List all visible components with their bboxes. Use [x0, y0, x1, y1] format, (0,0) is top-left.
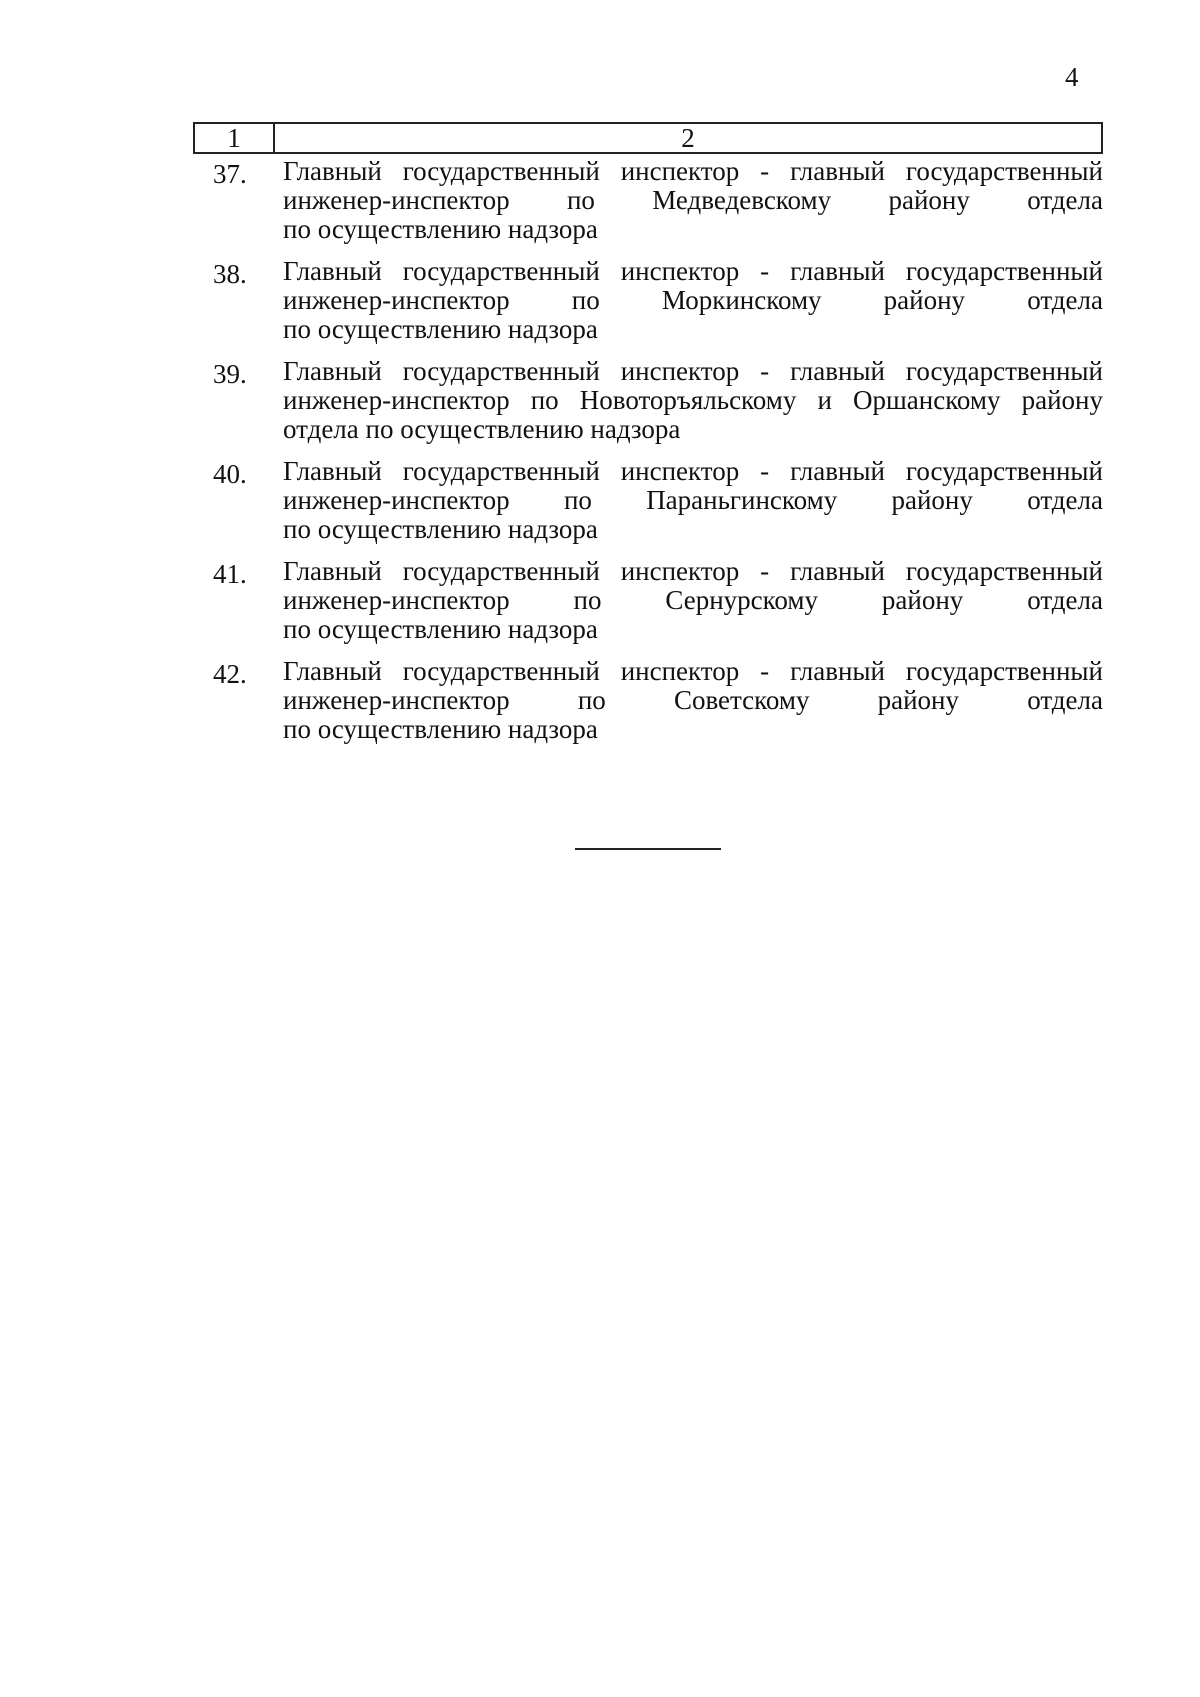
word: государственный [402, 256, 600, 286]
word: району [877, 685, 960, 715]
word: Главный [283, 156, 382, 186]
item-text-line3: отдела по осуществлению надзора [283, 414, 681, 444]
end-of-document-rule [575, 848, 721, 850]
item-text-line1 [283, 257, 1103, 286]
list-item [193, 457, 1103, 544]
word: инженер-инспектор [283, 585, 510, 615]
item-text-line1 [283, 157, 1103, 186]
word: Медведевскому [652, 185, 832, 215]
list-item [193, 157, 1103, 244]
word: главный [790, 656, 886, 686]
item-number: 42. [213, 659, 247, 689]
item-text-line1 [283, 357, 1103, 386]
item-text-line3: по осуществлению надзора [283, 614, 598, 644]
item-text [283, 457, 1103, 544]
word: району [888, 185, 970, 215]
word: по [566, 185, 595, 215]
item-text-line1 [283, 557, 1103, 586]
word: главный [790, 456, 886, 486]
word: государственный [402, 156, 600, 186]
word: Параньгинскому [646, 485, 838, 515]
item-text-line3: по осуществлению надзора [283, 514, 598, 544]
word: государственный [402, 356, 600, 386]
word: инспектор [620, 456, 740, 486]
item-text-line1 [283, 657, 1103, 686]
word: Главный [283, 356, 382, 386]
word: району [883, 285, 966, 315]
word: государственный [905, 456, 1103, 486]
table-header-col-1: 1 [195, 124, 275, 152]
word: инспектор [620, 656, 740, 686]
word: Главный [283, 656, 382, 686]
word: отдела [1027, 685, 1103, 715]
word: и [817, 385, 832, 415]
word: району [881, 585, 964, 615]
item-text-line3: по осуществлению надзора [283, 714, 598, 744]
word: главный [790, 556, 886, 586]
word: государственный [402, 556, 600, 586]
item-text-line1 [283, 457, 1103, 486]
item-text-line3: по осуществлению надзора [283, 314, 598, 344]
word: государственный [402, 656, 600, 686]
item-text [283, 557, 1103, 644]
word: по [571, 285, 600, 315]
word: - [760, 156, 770, 186]
word: инженер-инспектор [283, 685, 510, 715]
word: инженер-инспектор [283, 285, 510, 315]
word: району [1021, 385, 1103, 415]
word: отдела [1027, 285, 1103, 315]
word: инженер-инспектор [283, 385, 510, 415]
item-text-line3: по осуществлению надзора [283, 214, 598, 244]
item-text [283, 257, 1103, 344]
word: району [891, 485, 973, 515]
word: отдела [1027, 185, 1103, 215]
word: государственный [905, 556, 1103, 586]
word: инспектор [620, 556, 740, 586]
item-text-line2 [283, 286, 1103, 315]
word: инженер-инспектор [283, 485, 510, 515]
list-item [193, 357, 1103, 444]
word: Сернурскому [665, 585, 818, 615]
word: - [760, 456, 770, 486]
item-text [283, 657, 1103, 744]
page-number: 4 [1065, 62, 1079, 92]
word: государственный [905, 356, 1103, 386]
word: Советскому [673, 685, 810, 715]
list-item [193, 557, 1103, 644]
table-header-col-2: 2 [681, 123, 695, 153]
item-text-line2 [283, 186, 1103, 215]
word: - [760, 656, 770, 686]
word: Главный [283, 456, 382, 486]
word: по [577, 685, 606, 715]
word: главный [790, 156, 886, 186]
item-number: 39. [213, 359, 247, 389]
table-header-row [193, 122, 1103, 154]
item-number: 37. [213, 159, 247, 189]
item-text [283, 157, 1103, 244]
word: отдела [1027, 485, 1103, 515]
item-number: 41. [213, 559, 247, 589]
item-text-line2 [283, 386, 1103, 415]
word: Главный [283, 256, 382, 286]
word: - [760, 356, 770, 386]
word: инспектор [620, 356, 740, 386]
word: по [573, 585, 602, 615]
word: инспектор [620, 156, 740, 186]
item-text [283, 357, 1103, 444]
item-number: 38. [213, 259, 247, 289]
word: Моркинскому [661, 285, 822, 315]
word: инспектор [620, 256, 740, 286]
word: Оршанскому [852, 385, 1001, 415]
word: главный [790, 256, 886, 286]
word: - [760, 256, 770, 286]
item-text-line2 [283, 486, 1103, 515]
item-text-line2 [283, 586, 1103, 615]
word: по [530, 385, 559, 415]
position-list [193, 157, 1103, 757]
word: Новоторъяльскому [579, 385, 797, 415]
word: главный [790, 356, 886, 386]
word: государственный [402, 456, 600, 486]
word: по [563, 485, 592, 515]
item-text-line2 [283, 686, 1103, 715]
word: Главный [283, 556, 382, 586]
word: отдела [1027, 585, 1103, 615]
word: - [760, 556, 770, 586]
word: государственный [905, 256, 1103, 286]
list-item [193, 257, 1103, 344]
list-item [193, 657, 1103, 744]
item-number: 40. [213, 459, 247, 489]
word: инженер-инспектор [283, 185, 510, 215]
word: государственный [905, 656, 1103, 686]
word: государственный [905, 156, 1103, 186]
